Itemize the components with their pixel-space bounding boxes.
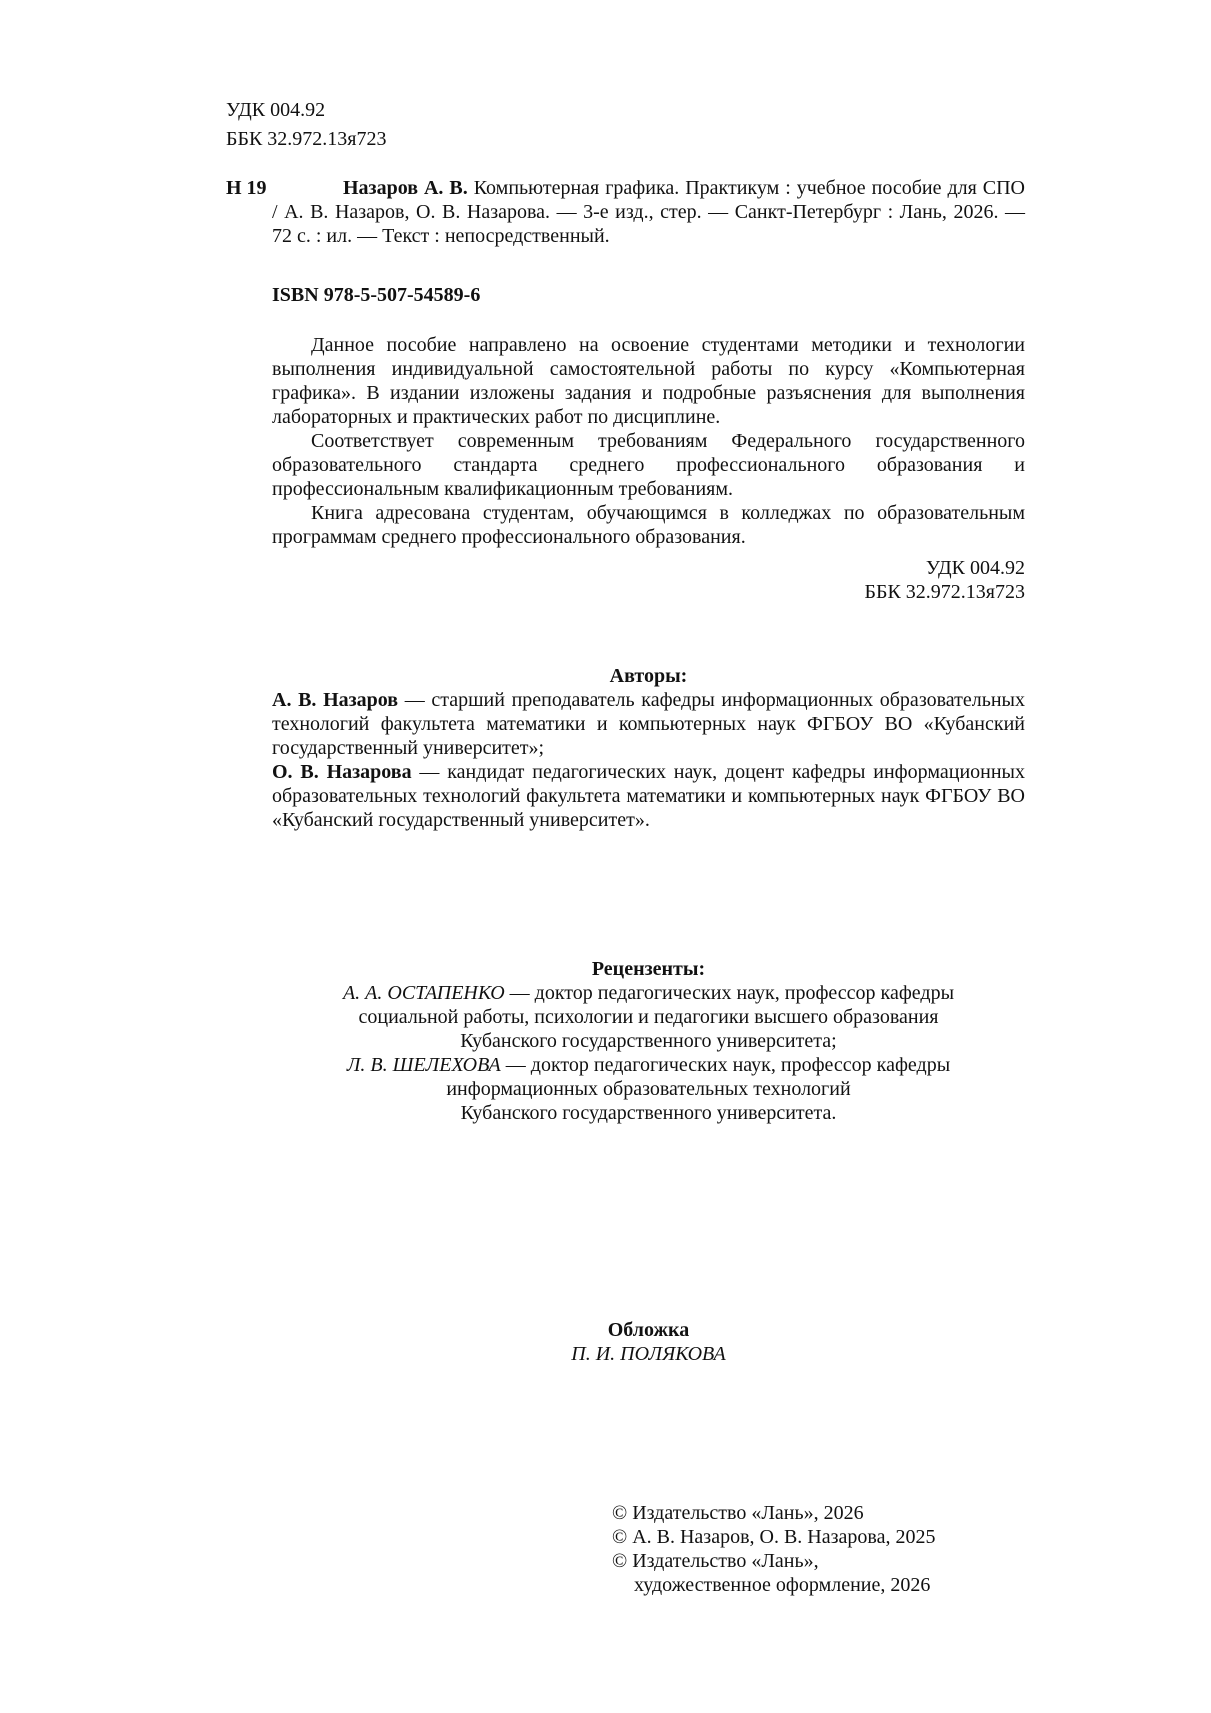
bbk-code: ББК 32.972.13я723 [226, 128, 387, 150]
author-name: А. В. Назаров [272, 689, 399, 711]
reviewer-line [272, 1053, 1025, 1077]
reviewer-desc: — доктор педагогических наук, профессор кафедры [504, 982, 955, 1004]
bibliographic-description: Компьютерная графика. Практикум : учебное пособие для СПО / А. В. Назаров, О. В. Назарова. — 3-е изд., стер. — Санкт-Петербург : Лань, 2026. — 72 с. : ил. — Текст : непосредственный. [272, 177, 1025, 247]
cover-designer [272, 1342, 1025, 1366]
cover-heading: Обложка [607, 1319, 690, 1341]
authors-section [272, 664, 1025, 832]
reviewer-name: Л. В. ШЕЛЕХОВА [346, 1054, 501, 1076]
copyright-line: © Издательство «Лань», 2026 [612, 1502, 864, 1524]
bibliographic-author: Назаров А. В. [343, 177, 468, 199]
copyright-line: художественное оформление, 2026 [634, 1574, 931, 1596]
copyright-line: © А. В. Назаров, О. В. Назарова, 2025 [612, 1526, 936, 1548]
author-desc: — кандидат педагогических наук, доцент кафедры информационных образовательных технологий факультета математики и компьютерных наук ФГБОУ ВО «Кубанский государственный университет». [272, 761, 1025, 831]
reviewer-line [272, 981, 1025, 1005]
reviewer-line: социальной работы, психологии и педагогики высшего образования [358, 1006, 939, 1028]
reviewer-line: информационных образовательных технологий [446, 1078, 851, 1100]
reviewer-desc: — доктор педагогических наук, профессор кафедры [500, 1054, 951, 1076]
udk-code-right: УДК 004.92 [925, 557, 1025, 579]
udk-code: УДК 004.92 [226, 99, 326, 121]
annotation [272, 333, 1025, 549]
reviewer-line: Кубанского государственного университета. [460, 1102, 837, 1124]
bbk-code-right: ББК 32.972.13я723 [864, 581, 1025, 603]
annotation-paragraph: Соответствует современным требованиям Федерального государственного образовательного стандарта среднего профессионального образования и профессиональным квалификационным требованиям. [272, 430, 1025, 500]
author-entry [272, 688, 1025, 760]
reviewer-line: Кубанского государственного университета; [460, 1030, 837, 1052]
udk-bbk-right [864, 556, 1025, 604]
cover-section [272, 1318, 1025, 1366]
annotation-paragraph: Данное пособие направлено на освоение студентами методики и технологии выполнения индивидуальной самостоятельной работы по курсу «Компьютерная графика». В издании изложены задания и подробные разъяснения для выполнения лабораторных и практических работ по дисциплине. [272, 334, 1025, 428]
reviewers-heading: Рецензенты: [591, 958, 706, 980]
annotation-paragraph: Книга адресована студентам, обучающимся в колледжах по образовательным программам среднего профессионального образования. [272, 502, 1025, 548]
udk-bbk-block [226, 98, 387, 156]
author-entry [272, 760, 1025, 832]
bibliographic-record [272, 176, 1025, 248]
author-sign: Н 19 [226, 177, 267, 199]
author-name: О. В. Назарова [272, 761, 412, 783]
author-desc: — старший преподаватель кафедры информационных образовательных технологий факультета математики и компьютерных наук ФГБОУ ВО «Кубанский государственный университет»; [272, 689, 1025, 759]
copyright-block [612, 1501, 935, 1597]
isbn: ISBN 978-5-507-54589-6 [272, 284, 481, 306]
authors-heading: Авторы: [609, 665, 688, 687]
cover-designer-name: П. И. ПОЛЯКОВА [571, 1343, 726, 1365]
copyright-line: © Издательство «Лань», [612, 1550, 819, 1572]
reviewer-name: А. А. ОСТАПЕНКО [342, 982, 505, 1004]
reviewers-section [272, 957, 1025, 1125]
